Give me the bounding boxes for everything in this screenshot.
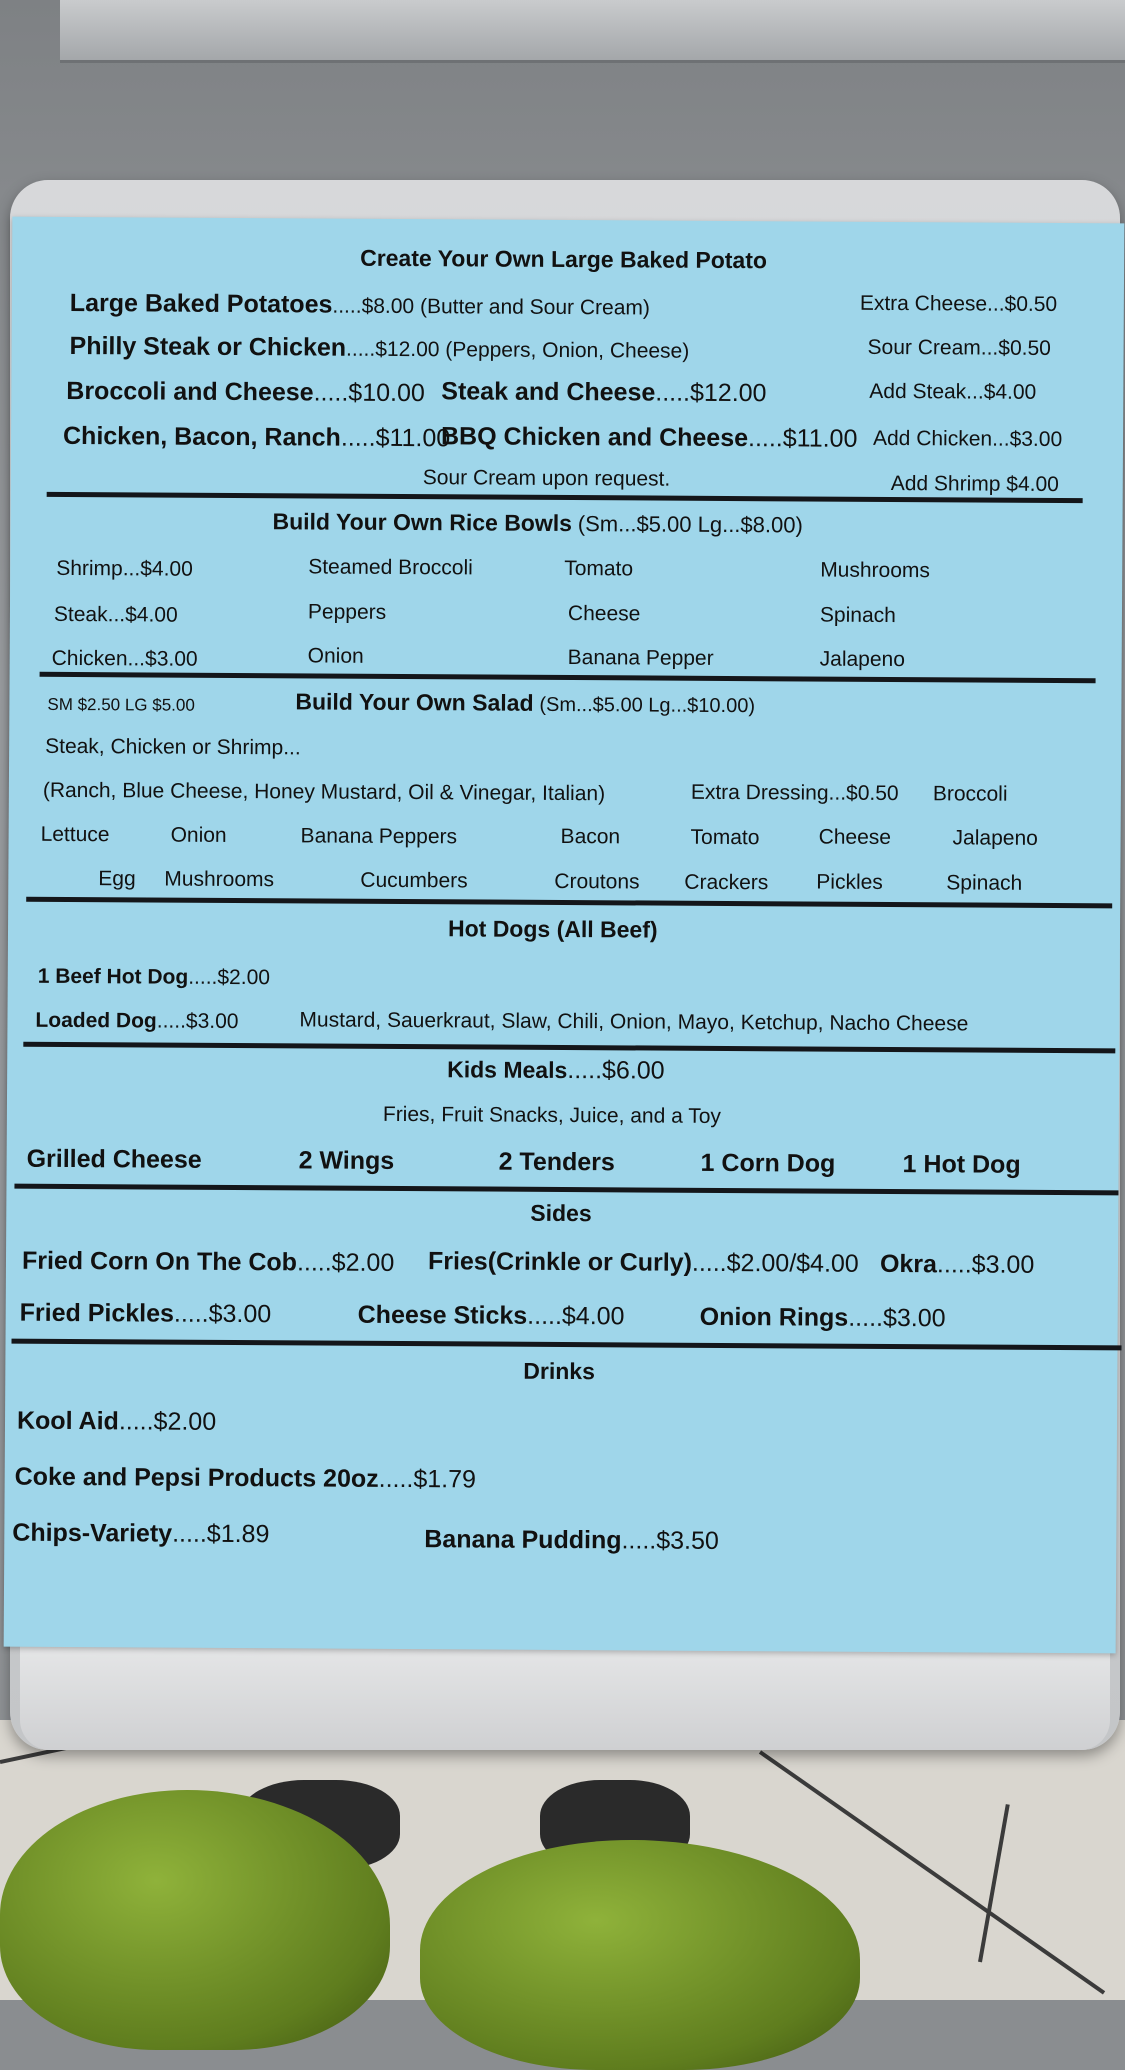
side-fries: Fries(Crinkle or Curly).....$2.00/$4.00 [427, 1247, 859, 1278]
potato-row-2: Philly Steak or Chicken.....$12.00 (Peppers, Onion, Cheese) [69, 331, 690, 363]
rice-protein-shrimp: Shrimp...$4.00 [56, 556, 193, 581]
side-fried-pickles: Fried Pickles.....$3.00 [19, 1298, 272, 1329]
side-okra: Okra.....$3.00 [879, 1249, 1035, 1279]
salad-topping: Cheese [818, 825, 892, 849]
kids-header: Kids Meals.....$6.00 [447, 1056, 665, 1085]
salad-topping: Cucumbers [360, 868, 468, 893]
hotdogs-title: Hot Dogs (All Beef) [447, 915, 658, 943]
potato-row-4b: BBQ Chicken and Cheese.....$11.00 [440, 422, 858, 453]
salad-topping: Broccoli [932, 782, 1008, 806]
snack-chips: Chips-Variety.....$1.89 [12, 1518, 270, 1549]
hotdog-item-2: Loaded Dog.....$3.00 [35, 1008, 239, 1034]
kids-includes: Fries, Fruit Snacks, Juice, and a Toy [382, 1102, 722, 1128]
divider [23, 1042, 1115, 1054]
dessert-banana-pudding: Banana Pudding.....$3.50 [424, 1525, 719, 1555]
addon-shrimp: Add Shrimp $4.00 [890, 471, 1059, 497]
rice-header: Build Your Own Rice Bowls (Sm...$5.00 Lg...$8.00) [272, 508, 803, 538]
potato-note: Sour Cream upon request. [422, 466, 671, 491]
salad-topping: Crackers [684, 870, 769, 895]
drink-soda: Coke and Pepsi Products 20oz.....$1.79 [14, 1462, 477, 1494]
kids-item: 2 Tenders [498, 1147, 615, 1177]
salad-size-note: SM $2.50 LG $5.00 [47, 694, 195, 715]
rice-topping: Peppers [307, 600, 387, 624]
salad-topping: Tomato [690, 825, 760, 850]
side-cheese-sticks: Cheese Sticks.....$4.00 [357, 1300, 625, 1331]
rice-topping: Steamed Broccoli [308, 555, 473, 580]
salad-topping: Lettuce [40, 822, 110, 847]
salad-topping: Spinach [946, 871, 1023, 895]
salad-topping: Pickles [816, 870, 883, 894]
addon-extra-cheese: Extra Cheese...$0.50 [859, 291, 1058, 317]
rice-topping: Mushrooms [820, 558, 931, 583]
salad-topping: Onion [170, 823, 227, 847]
hotdog-toppings: Mustard, Sauerkraut, Slaw, Chili, Onion, Mayo, Ketchup, Nacho Cheese [299, 1008, 969, 1036]
salad-topping: Egg [98, 867, 136, 891]
divider [40, 672, 1096, 683]
side-corn: Fried Corn On The Cob.....$2.00 [21, 1246, 395, 1277]
potato-title: Create Your Own Large Baked Potato [360, 244, 768, 274]
drink-kool-aid: Kool Aid.....$2.00 [16, 1406, 217, 1436]
divider [26, 897, 1112, 909]
salad-topping: Croutons [554, 869, 640, 894]
rice-topping: Cheese [567, 602, 641, 626]
rice-protein-chicken: Chicken...$3.00 [51, 646, 198, 671]
rice-protein-steak: Steak...$4.00 [53, 602, 178, 627]
salad-dressings: (Ranch, Blue Cheese, Honey Mustard, Oil & Vinegar, Italian) [42, 778, 606, 806]
salad-topping: Banana Peppers [300, 824, 458, 849]
clipboard-bottom [20, 1640, 1110, 1750]
kids-item: 1 Corn Dog [700, 1148, 836, 1178]
potato-row-3b: Steak and Cheese.....$12.00 [441, 377, 767, 408]
hotdog-item-1: 1 Beef Hot Dog.....$2.00 [37, 964, 271, 990]
addon-chicken: Add Chicken...$3.00 [872, 426, 1063, 452]
rice-topping: Tomato [564, 556, 634, 581]
kids-item: Grilled Cheese [26, 1144, 202, 1174]
rice-topping: Banana Pepper [567, 646, 714, 670]
kids-item: 1 Hot Dog [902, 1150, 1021, 1179]
tile-grout [978, 1804, 1010, 1962]
divider [11, 1339, 1121, 1351]
rice-topping: Onion [307, 644, 364, 668]
salad-extra-dressing: Extra Dressing...$0.50 [690, 780, 899, 806]
shelf-edge [60, 0, 1125, 63]
addon-steak: Add Steak...$4.00 [869, 379, 1037, 404]
rice-topping: Spinach [819, 603, 896, 628]
salad-topping: Jalapeno [952, 826, 1038, 850]
sides-title: Sides [530, 1199, 592, 1227]
potato-row-3: Broccoli and Cheese.....$10.00 [66, 376, 425, 408]
salad-topping: Bacon [560, 824, 621, 849]
salad-proteins: Steak, Chicken or Shrimp... [45, 734, 301, 760]
side-onion-rings: Onion Rings.....$3.00 [699, 1302, 946, 1333]
kids-item: 2 Wings [298, 1146, 395, 1175]
menu-sheet [4, 217, 1125, 1654]
rice-topping: Jalapeno [819, 647, 906, 672]
salad-topping: Mushrooms [164, 867, 275, 892]
potato-row-1: Large Baked Potatoes.....$8.00 (Butter and Sour Cream) [69, 288, 650, 320]
drinks-title: Drinks [523, 1357, 596, 1385]
divider [14, 1184, 1118, 1196]
addon-sour-cream: Sour Cream...$0.50 [867, 335, 1051, 360]
potato-row-4: Chicken, Bacon, Ranch.....$11.00 [62, 421, 451, 453]
salad-header: Build Your Own Salad (Sm...$5.00 Lg...$10.00) [295, 688, 756, 718]
